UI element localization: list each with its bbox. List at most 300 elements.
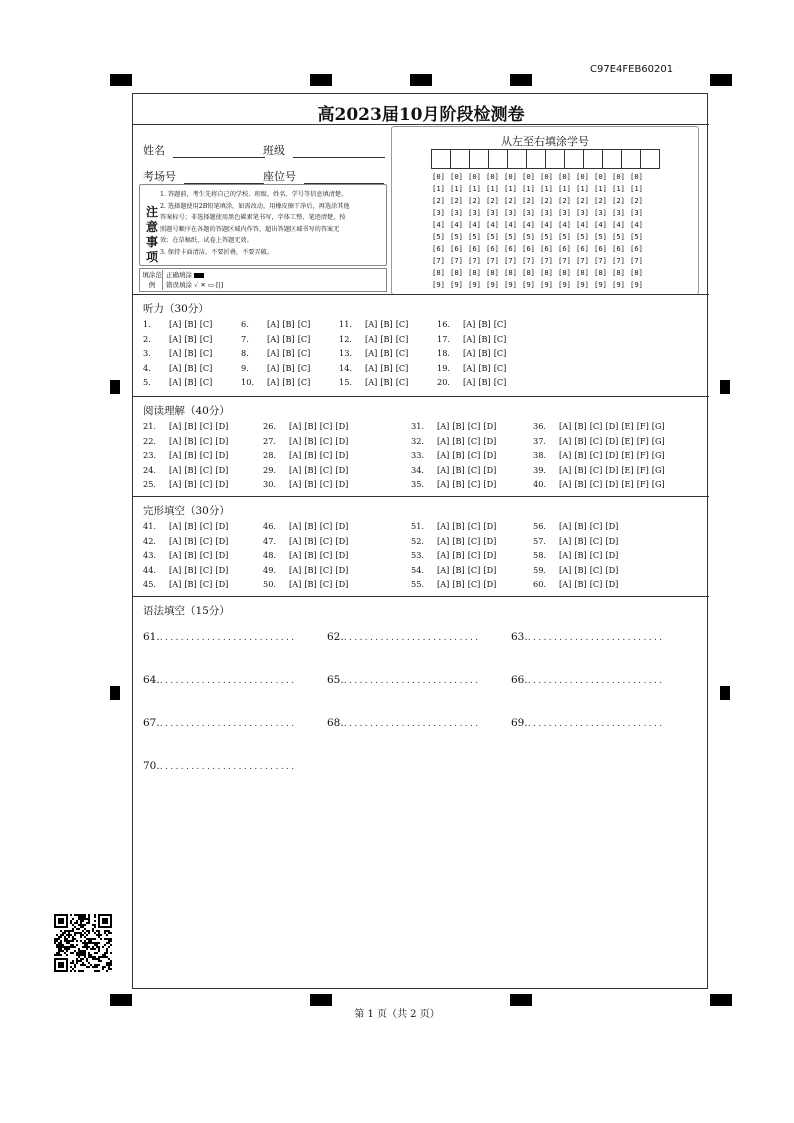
answer-bubble[interactable]: [B] xyxy=(452,479,465,489)
answer-bubble[interactable]: [A] xyxy=(437,535,450,546)
answer-bubble[interactable]: [A] xyxy=(437,564,450,575)
student-id-bubble[interactable]: [5] xyxy=(468,232,481,241)
student-id-bubble[interactable]: [7] xyxy=(468,256,481,265)
student-id-bubble[interactable]: [4] xyxy=(450,220,463,229)
answer-bubble[interactable]: [A] xyxy=(169,535,182,546)
answer-bubble[interactable]: [C] xyxy=(589,564,603,575)
answer-bubble[interactable]: [A] xyxy=(365,362,378,373)
answer-bubble[interactable]: [C] xyxy=(199,333,213,344)
answer-bubble[interactable]: [A] xyxy=(559,550,572,560)
answer-bubble[interactable]: [B] xyxy=(452,464,465,475)
student-id-bubble[interactable]: [5] xyxy=(576,232,589,241)
answer-bubble[interactable]: [B] xyxy=(478,362,491,373)
answer-bubble[interactable]: [A] xyxy=(267,362,280,373)
answer-bubble[interactable]: [C] xyxy=(319,535,333,546)
answer-bubble[interactable]: [C] xyxy=(199,550,213,560)
answer-bubble[interactable]: [G] xyxy=(651,435,665,446)
answer-blank[interactable]: .......................... xyxy=(527,719,665,729)
answer-bubble[interactable]: [A] xyxy=(463,362,476,373)
student-id-bubble[interactable]: [9] xyxy=(594,280,607,289)
answer-bubble[interactable]: [B] xyxy=(574,564,587,575)
student-id-bubble[interactable]: [7] xyxy=(612,256,625,265)
answer-bubble[interactable]: [A] xyxy=(289,550,302,560)
answer-bubble[interactable]: [B] xyxy=(478,333,491,344)
answer-bubble[interactable]: [D] xyxy=(483,464,497,475)
answer-bubble[interactable]: [D] xyxy=(215,435,229,446)
answer-bubble[interactable]: [C] xyxy=(395,362,409,373)
answer-bubble[interactable]: [D] xyxy=(605,435,619,446)
answer-bubble[interactable]: [D] xyxy=(483,479,497,489)
student-id-digit-cell[interactable] xyxy=(621,149,641,169)
answer-bubble[interactable]: [B] xyxy=(574,421,587,431)
answer-bubble[interactable]: [D] xyxy=(605,450,619,460)
grammar-blank-item[interactable] xyxy=(511,674,665,686)
answer-blank[interactable]: .......................... xyxy=(159,676,297,686)
answer-bubble[interactable]: [F] xyxy=(636,435,649,446)
exam-room-field[interactable] xyxy=(143,168,264,184)
student-id-bubble[interactable]: [6] xyxy=(522,244,535,253)
student-id-bubble[interactable]: [1] xyxy=(594,184,607,193)
answer-bubble[interactable]: [C] xyxy=(297,333,311,344)
student-id-bubble[interactable]: [2] xyxy=(486,196,499,205)
student-id-bubble[interactable]: [1] xyxy=(486,184,499,193)
answer-bubble[interactable]: [C] xyxy=(467,521,481,531)
answer-bubble[interactable]: [A] xyxy=(267,333,280,344)
student-id-bubble[interactable]: [3] xyxy=(468,208,481,217)
answer-bubble[interactable]: [D] xyxy=(335,450,349,460)
student-id-bubble[interactable]: [0] xyxy=(486,172,499,181)
answer-bubble[interactable]: [G] xyxy=(651,464,665,475)
student-id-bubble[interactable]: [9] xyxy=(576,280,589,289)
student-id-bubble[interactable]: [5] xyxy=(630,232,643,241)
answer-bubble[interactable]: [B] xyxy=(304,521,317,531)
student-id-bubble[interactable]: [1] xyxy=(630,184,643,193)
answer-bubble[interactable]: [A] xyxy=(169,377,182,387)
answer-bubble[interactable]: [C] xyxy=(319,579,333,589)
student-id-bubble[interactable]: [4] xyxy=(540,220,553,229)
answer-bubble[interactable]: [B] xyxy=(184,435,197,446)
grammar-blank-item[interactable] xyxy=(143,760,297,772)
answer-bubble[interactable]: [A] xyxy=(267,348,280,358)
student-id-bubble[interactable]: [3] xyxy=(630,208,643,217)
answer-bubble[interactable]: [A] xyxy=(169,479,182,489)
student-id-bubble[interactable]: [5] xyxy=(612,232,625,241)
student-id-bubble[interactable]: [6] xyxy=(486,244,499,253)
answer-bubble[interactable]: [A] xyxy=(169,550,182,560)
student-id-bubble[interactable]: [3] xyxy=(612,208,625,217)
answer-bubble[interactable]: [C] xyxy=(467,579,481,589)
answer-bubble[interactable]: [C] xyxy=(589,535,603,546)
student-id-bubble[interactable]: [7] xyxy=(486,256,499,265)
student-id-bubble[interactable]: [9] xyxy=(612,280,625,289)
name-blank[interactable] xyxy=(173,146,265,158)
student-id-bubble[interactable]: [1] xyxy=(540,184,553,193)
student-id-bubble[interactable]: [5] xyxy=(558,232,571,241)
student-id-digit-cell[interactable] xyxy=(450,149,470,169)
student-id-cells[interactable] xyxy=(432,149,660,169)
answer-bubble[interactable]: [B] xyxy=(184,564,197,575)
answer-bubble[interactable]: [A] xyxy=(169,421,182,431)
grammar-blank-item[interactable] xyxy=(511,631,665,643)
answer-blank[interactable]: .......................... xyxy=(159,719,297,729)
student-id-bubble[interactable]: [6] xyxy=(630,244,643,253)
answer-bubble[interactable]: [B] xyxy=(282,362,295,373)
student-id-bubble[interactable]: [7] xyxy=(558,256,571,265)
answer-bubble[interactable]: [B] xyxy=(304,464,317,475)
answer-bubble[interactable]: [D] xyxy=(215,450,229,460)
answer-bubble[interactable]: [C] xyxy=(319,450,333,460)
answer-bubble[interactable]: [E] xyxy=(621,450,634,460)
answer-bubble[interactable]: [B] xyxy=(184,579,197,589)
student-id-bubble[interactable]: [2] xyxy=(540,196,553,205)
answer-bubble[interactable]: [A] xyxy=(463,348,476,358)
student-id-bubble[interactable]: [1] xyxy=(558,184,571,193)
student-id-bubble[interactable]: [2] xyxy=(432,196,445,205)
student-id-bubble[interactable]: [9] xyxy=(468,280,481,289)
student-id-digit-cell[interactable] xyxy=(640,149,660,169)
student-id-bubble[interactable]: [7] xyxy=(540,256,553,265)
student-id-bubble[interactable]: [6] xyxy=(540,244,553,253)
answer-bubble[interactable]: [A] xyxy=(169,564,182,575)
answer-bubble[interactable]: [B] xyxy=(304,435,317,446)
answer-bubble[interactable]: [A] xyxy=(169,521,182,531)
student-id-bubble[interactable]: [8] xyxy=(522,268,535,277)
answer-bubble[interactable]: [B] xyxy=(452,564,465,575)
student-id-digit-cell[interactable] xyxy=(469,149,489,169)
answer-bubble[interactable]: [C] xyxy=(589,550,603,560)
answer-bubble[interactable]: [A] xyxy=(365,348,378,358)
answer-bubble[interactable]: [A] xyxy=(169,464,182,475)
student-id-bubble[interactable]: [9] xyxy=(486,280,499,289)
answer-bubble[interactable]: [B] xyxy=(184,521,197,531)
answer-bubble[interactable]: [B] xyxy=(452,450,465,460)
answer-bubble[interactable]: [D] xyxy=(483,535,497,546)
exam-room-blank[interactable] xyxy=(184,172,264,184)
student-id-bubble[interactable]: [2] xyxy=(450,196,463,205)
student-id-bubble[interactable]: [2] xyxy=(576,196,589,205)
student-id-bubble[interactable]: [3] xyxy=(432,208,445,217)
student-id-bubble[interactable]: [0] xyxy=(522,172,535,181)
answer-bubble[interactable]: [G] xyxy=(651,479,665,489)
student-id-bubble[interactable]: [8] xyxy=(558,268,571,277)
answer-bubble[interactable]: [C] xyxy=(493,348,507,358)
answer-bubble[interactable]: [B] xyxy=(452,435,465,446)
answer-bubble[interactable]: [B] xyxy=(380,348,393,358)
answer-bubble[interactable]: [A] xyxy=(437,435,450,446)
answer-bubble[interactable]: [D] xyxy=(605,564,619,575)
student-id-bubble[interactable]: [8] xyxy=(432,268,445,277)
student-id-bubble[interactable]: [5] xyxy=(450,232,463,241)
answer-bubble[interactable]: [E] xyxy=(621,464,634,475)
answer-bubble[interactable]: [A] xyxy=(559,521,572,531)
answer-bubble[interactable]: [A] xyxy=(289,535,302,546)
student-id-bubble[interactable]: [6] xyxy=(612,244,625,253)
student-id-bubble[interactable]: [0] xyxy=(558,172,571,181)
answer-bubble[interactable]: [C] xyxy=(199,421,213,431)
student-id-bubble[interactable]: [7] xyxy=(576,256,589,265)
answer-bubble[interactable]: [B] xyxy=(380,377,393,387)
answer-bubble[interactable]: [C] xyxy=(199,521,213,531)
student-id-bubble[interactable]: [8] xyxy=(612,268,625,277)
student-id-bubble[interactable]: [6] xyxy=(576,244,589,253)
answer-bubble[interactable]: [D] xyxy=(335,464,349,475)
answer-bubble[interactable]: [C] xyxy=(493,319,507,329)
answer-bubble[interactable]: [B] xyxy=(184,333,197,344)
answer-blank[interactable]: .......................... xyxy=(343,676,481,686)
answer-bubble[interactable]: [C] xyxy=(467,464,481,475)
student-id-bubble[interactable]: [9] xyxy=(630,280,643,289)
student-id-digit-cell[interactable] xyxy=(488,149,508,169)
answer-bubble[interactable]: [B] xyxy=(452,550,465,560)
answer-bubble[interactable]: [A] xyxy=(365,377,378,387)
student-id-bubble[interactable]: [1] xyxy=(432,184,445,193)
answer-bubble[interactable]: [C] xyxy=(199,435,213,446)
answer-bubble[interactable]: [A] xyxy=(365,319,378,329)
answer-bubble[interactable]: [C] xyxy=(395,348,409,358)
answer-bubble[interactable]: [D] xyxy=(605,479,619,489)
student-id-digit-cell[interactable] xyxy=(545,149,565,169)
answer-blank[interactable]: .......................... xyxy=(527,676,665,686)
answer-bubble[interactable]: [C] xyxy=(493,362,507,373)
answer-bubble[interactable]: [B] xyxy=(184,377,197,387)
answer-bubble[interactable]: [D] xyxy=(215,535,229,546)
student-id-bubble[interactable]: [4] xyxy=(432,220,445,229)
grammar-blank-item[interactable] xyxy=(327,717,481,729)
student-id-digit-cell[interactable] xyxy=(583,149,603,169)
student-id-bubble[interactable]: [9] xyxy=(540,280,553,289)
answer-bubble[interactable]: [A] xyxy=(559,564,572,575)
answer-bubble[interactable]: [A] xyxy=(437,421,450,431)
answer-bubble[interactable]: [D] xyxy=(483,435,497,446)
answer-bubble[interactable]: [C] xyxy=(467,421,481,431)
answer-blank[interactable]: .......................... xyxy=(159,762,297,772)
student-id-bubble[interactable]: [0] xyxy=(594,172,607,181)
answer-bubble[interactable]: [A] xyxy=(169,333,182,344)
answer-bubble[interactable]: [C] xyxy=(199,319,213,329)
answer-bubble[interactable]: [A] xyxy=(437,479,450,489)
student-id-bubble[interactable]: [8] xyxy=(540,268,553,277)
student-id-bubble[interactable]: [8] xyxy=(504,268,517,277)
answer-bubble[interactable]: [A] xyxy=(267,319,280,329)
answer-bubble[interactable]: [C] xyxy=(467,435,481,446)
student-id-bubble[interactable]: [2] xyxy=(594,196,607,205)
answer-bubble[interactable]: [B] xyxy=(282,348,295,358)
answer-bubble[interactable]: [C] xyxy=(319,435,333,446)
student-id-bubble[interactable]: [7] xyxy=(432,256,445,265)
answer-bubble[interactable]: [B] xyxy=(574,521,587,531)
student-id-bubble[interactable]: [6] xyxy=(504,244,517,253)
answer-bubble[interactable]: [D] xyxy=(215,521,229,531)
answer-bubble[interactable]: [C] xyxy=(199,535,213,546)
answer-bubble[interactable]: [B] xyxy=(574,464,587,475)
student-id-bubble[interactable]: [1] xyxy=(504,184,517,193)
grammar-blank-item[interactable] xyxy=(143,717,297,729)
answer-bubble[interactable]: [D] xyxy=(335,535,349,546)
answer-bubble[interactable]: [B] xyxy=(574,535,587,546)
answer-blank[interactable]: .......................... xyxy=(159,633,297,643)
answer-bubble[interactable]: [D] xyxy=(483,450,497,460)
answer-bubble[interactable]: [A] xyxy=(289,564,302,575)
answer-bubble[interactable]: [A] xyxy=(463,377,476,387)
answer-bubble[interactable]: [C] xyxy=(395,377,409,387)
student-id-bubble[interactable]: [8] xyxy=(630,268,643,277)
answer-bubble[interactable]: [D] xyxy=(483,521,497,531)
answer-bubble[interactable]: [B] xyxy=(478,319,491,329)
answer-bubble[interactable]: [F] xyxy=(636,450,649,460)
answer-bubble[interactable]: [D] xyxy=(483,579,497,589)
student-id-bubble[interactable]: [9] xyxy=(432,280,445,289)
answer-bubble[interactable]: [B] xyxy=(282,333,295,344)
answer-bubble[interactable]: [B] xyxy=(184,479,197,489)
answer-bubble[interactable]: [C] xyxy=(493,333,507,344)
student-id-bubble[interactable]: [3] xyxy=(522,208,535,217)
answer-bubble[interactable]: [B] xyxy=(184,464,197,475)
student-id-bubble[interactable]: [4] xyxy=(504,220,517,229)
answer-bubble[interactable]: [C] xyxy=(319,479,333,489)
answer-bubble[interactable]: [B] xyxy=(184,348,197,358)
student-id-digit-cell[interactable] xyxy=(431,149,451,169)
answer-bubble[interactable]: [A] xyxy=(289,421,302,431)
answer-bubble[interactable]: [D] xyxy=(483,421,497,431)
answer-bubble[interactable]: [D] xyxy=(605,550,619,560)
answer-bubble[interactable]: [G] xyxy=(651,450,665,460)
student-id-bubble[interactable]: [2] xyxy=(522,196,535,205)
answer-bubble[interactable]: [C] xyxy=(467,535,481,546)
student-id-bubble[interactable]: [4] xyxy=(468,220,481,229)
answer-bubble[interactable]: [D] xyxy=(605,464,619,475)
answer-bubble[interactable]: [A] xyxy=(169,319,182,329)
student-id-bubble[interactable]: [7] xyxy=(450,256,463,265)
student-id-bubble[interactable]: [0] xyxy=(612,172,625,181)
answer-bubble[interactable]: [B] xyxy=(574,550,587,560)
answer-bubble[interactable]: [D] xyxy=(335,579,349,589)
answer-bubble[interactable]: [D] xyxy=(215,479,229,489)
answer-bubble[interactable]: [A] xyxy=(169,579,182,589)
student-id-bubble[interactable]: [5] xyxy=(504,232,517,241)
answer-bubble[interactable]: [A] xyxy=(437,450,450,460)
answer-bubble[interactable]: [A] xyxy=(169,362,182,373)
student-id-bubble[interactable]: [5] xyxy=(432,232,445,241)
answer-bubble[interactable]: [E] xyxy=(621,421,634,431)
answer-bubble[interactable]: [B] xyxy=(184,362,197,373)
answer-bubble[interactable]: [C] xyxy=(199,450,213,460)
answer-bubble[interactable]: [A] xyxy=(289,435,302,446)
answer-bubble[interactable]: [A] xyxy=(437,464,450,475)
answer-bubble[interactable]: [A] xyxy=(267,377,280,387)
answer-bubble[interactable]: [B] xyxy=(452,421,465,431)
answer-bubble[interactable]: [A] xyxy=(559,450,572,460)
answer-bubble[interactable]: [A] xyxy=(559,479,572,489)
student-id-bubble[interactable]: [5] xyxy=(594,232,607,241)
answer-bubble[interactable]: [C] xyxy=(395,319,409,329)
answer-bubble[interactable]: [B] xyxy=(304,535,317,546)
answer-bubble[interactable]: [B] xyxy=(380,319,393,329)
student-id-bubble[interactable]: [8] xyxy=(468,268,481,277)
answer-bubble[interactable]: [D] xyxy=(605,579,619,589)
student-id-bubble[interactable]: [3] xyxy=(594,208,607,217)
answer-bubble[interactable]: [C] xyxy=(297,319,311,329)
answer-bubble[interactable]: [B] xyxy=(452,535,465,546)
answer-bubble[interactable]: [B] xyxy=(304,550,317,560)
answer-bubble[interactable]: [A] xyxy=(559,464,572,475)
answer-bubble[interactable]: [A] xyxy=(437,550,450,560)
answer-bubble[interactable]: [A] xyxy=(169,450,182,460)
answer-bubble[interactable]: [A] xyxy=(463,333,476,344)
answer-bubble[interactable]: [A] xyxy=(169,348,182,358)
answer-bubble[interactable]: [A] xyxy=(365,333,378,344)
student-id-bubble[interactable]: [7] xyxy=(630,256,643,265)
student-id-bubble[interactable]: [1] xyxy=(576,184,589,193)
answer-bubble[interactable]: [C] xyxy=(467,479,481,489)
answer-bubble[interactable]: [C] xyxy=(493,377,507,387)
student-id-bubble[interactable]: [1] xyxy=(450,184,463,193)
answer-bubble[interactable]: [B] xyxy=(380,333,393,344)
student-id-bubble[interactable]: [8] xyxy=(450,268,463,277)
student-id-bubble[interactable]: [3] xyxy=(558,208,571,217)
student-id-bubble[interactable]: [5] xyxy=(486,232,499,241)
student-id-bubble[interactable]: [4] xyxy=(576,220,589,229)
answer-bubble[interactable]: [C] xyxy=(589,521,603,531)
answer-bubble[interactable]: [C] xyxy=(199,348,213,358)
answer-bubble[interactable]: [A] xyxy=(289,521,302,531)
answer-bubble[interactable]: [C] xyxy=(297,362,311,373)
student-id-bubble[interactable]: [6] xyxy=(432,244,445,253)
answer-bubble[interactable]: [B] xyxy=(304,450,317,460)
student-id-bubble[interactable]: [8] xyxy=(576,268,589,277)
answer-bubble[interactable]: [D] xyxy=(215,550,229,560)
answer-bubble[interactable]: [E] xyxy=(621,479,634,489)
student-id-bubble[interactable]: [6] xyxy=(558,244,571,253)
answer-blank[interactable]: .......................... xyxy=(343,633,481,643)
student-id-bubble[interactable]: [3] xyxy=(576,208,589,217)
answer-bubble[interactable]: [D] xyxy=(335,564,349,575)
answer-bubble[interactable]: [A] xyxy=(559,535,572,546)
answer-bubble[interactable]: [B] xyxy=(184,550,197,560)
student-id-bubble[interactable]: [3] xyxy=(540,208,553,217)
student-id-bubble[interactable]: [0] xyxy=(450,172,463,181)
student-id-bubble[interactable]: [9] xyxy=(558,280,571,289)
answer-bubble[interactable]: [A] xyxy=(559,421,572,431)
student-id-bubble[interactable]: [0] xyxy=(630,172,643,181)
answer-bubble[interactable]: [C] xyxy=(395,333,409,344)
answer-bubble[interactable]: [A] xyxy=(437,579,450,589)
answer-bubble[interactable]: [D] xyxy=(335,521,349,531)
answer-bubble[interactable]: [A] xyxy=(437,521,450,531)
answer-bubble[interactable]: [B] xyxy=(282,319,295,329)
student-id-bubble[interactable]: [9] xyxy=(504,280,517,289)
answer-bubble[interactable]: [D] xyxy=(215,421,229,431)
answer-bubble[interactable]: [B] xyxy=(380,362,393,373)
answer-bubble[interactable]: [C] xyxy=(319,550,333,560)
class-field[interactable] xyxy=(263,142,385,158)
student-id-bubbles[interactable] xyxy=(432,171,648,291)
student-id-bubble[interactable]: [3] xyxy=(486,208,499,217)
answer-bubble[interactable]: [F] xyxy=(636,421,649,431)
answer-bubble[interactable]: [B] xyxy=(452,579,465,589)
grammar-blank-item[interactable] xyxy=(511,717,665,729)
answer-bubble[interactable]: [D] xyxy=(605,535,619,546)
answer-bubble[interactable]: [D] xyxy=(605,521,619,531)
answer-bubble[interactable]: [B] xyxy=(304,421,317,431)
student-id-bubble[interactable]: [0] xyxy=(432,172,445,181)
answer-bubble[interactable]: [C] xyxy=(589,464,603,475)
student-id-bubble[interactable]: [5] xyxy=(540,232,553,241)
student-id-bubble[interactable]: [9] xyxy=(522,280,535,289)
answer-bubble[interactable]: [B] xyxy=(184,421,197,431)
answer-bubble[interactable]: [A] xyxy=(289,579,302,589)
answer-bubble[interactable]: [C] xyxy=(319,521,333,531)
answer-blank[interactable]: .......................... xyxy=(343,719,481,729)
